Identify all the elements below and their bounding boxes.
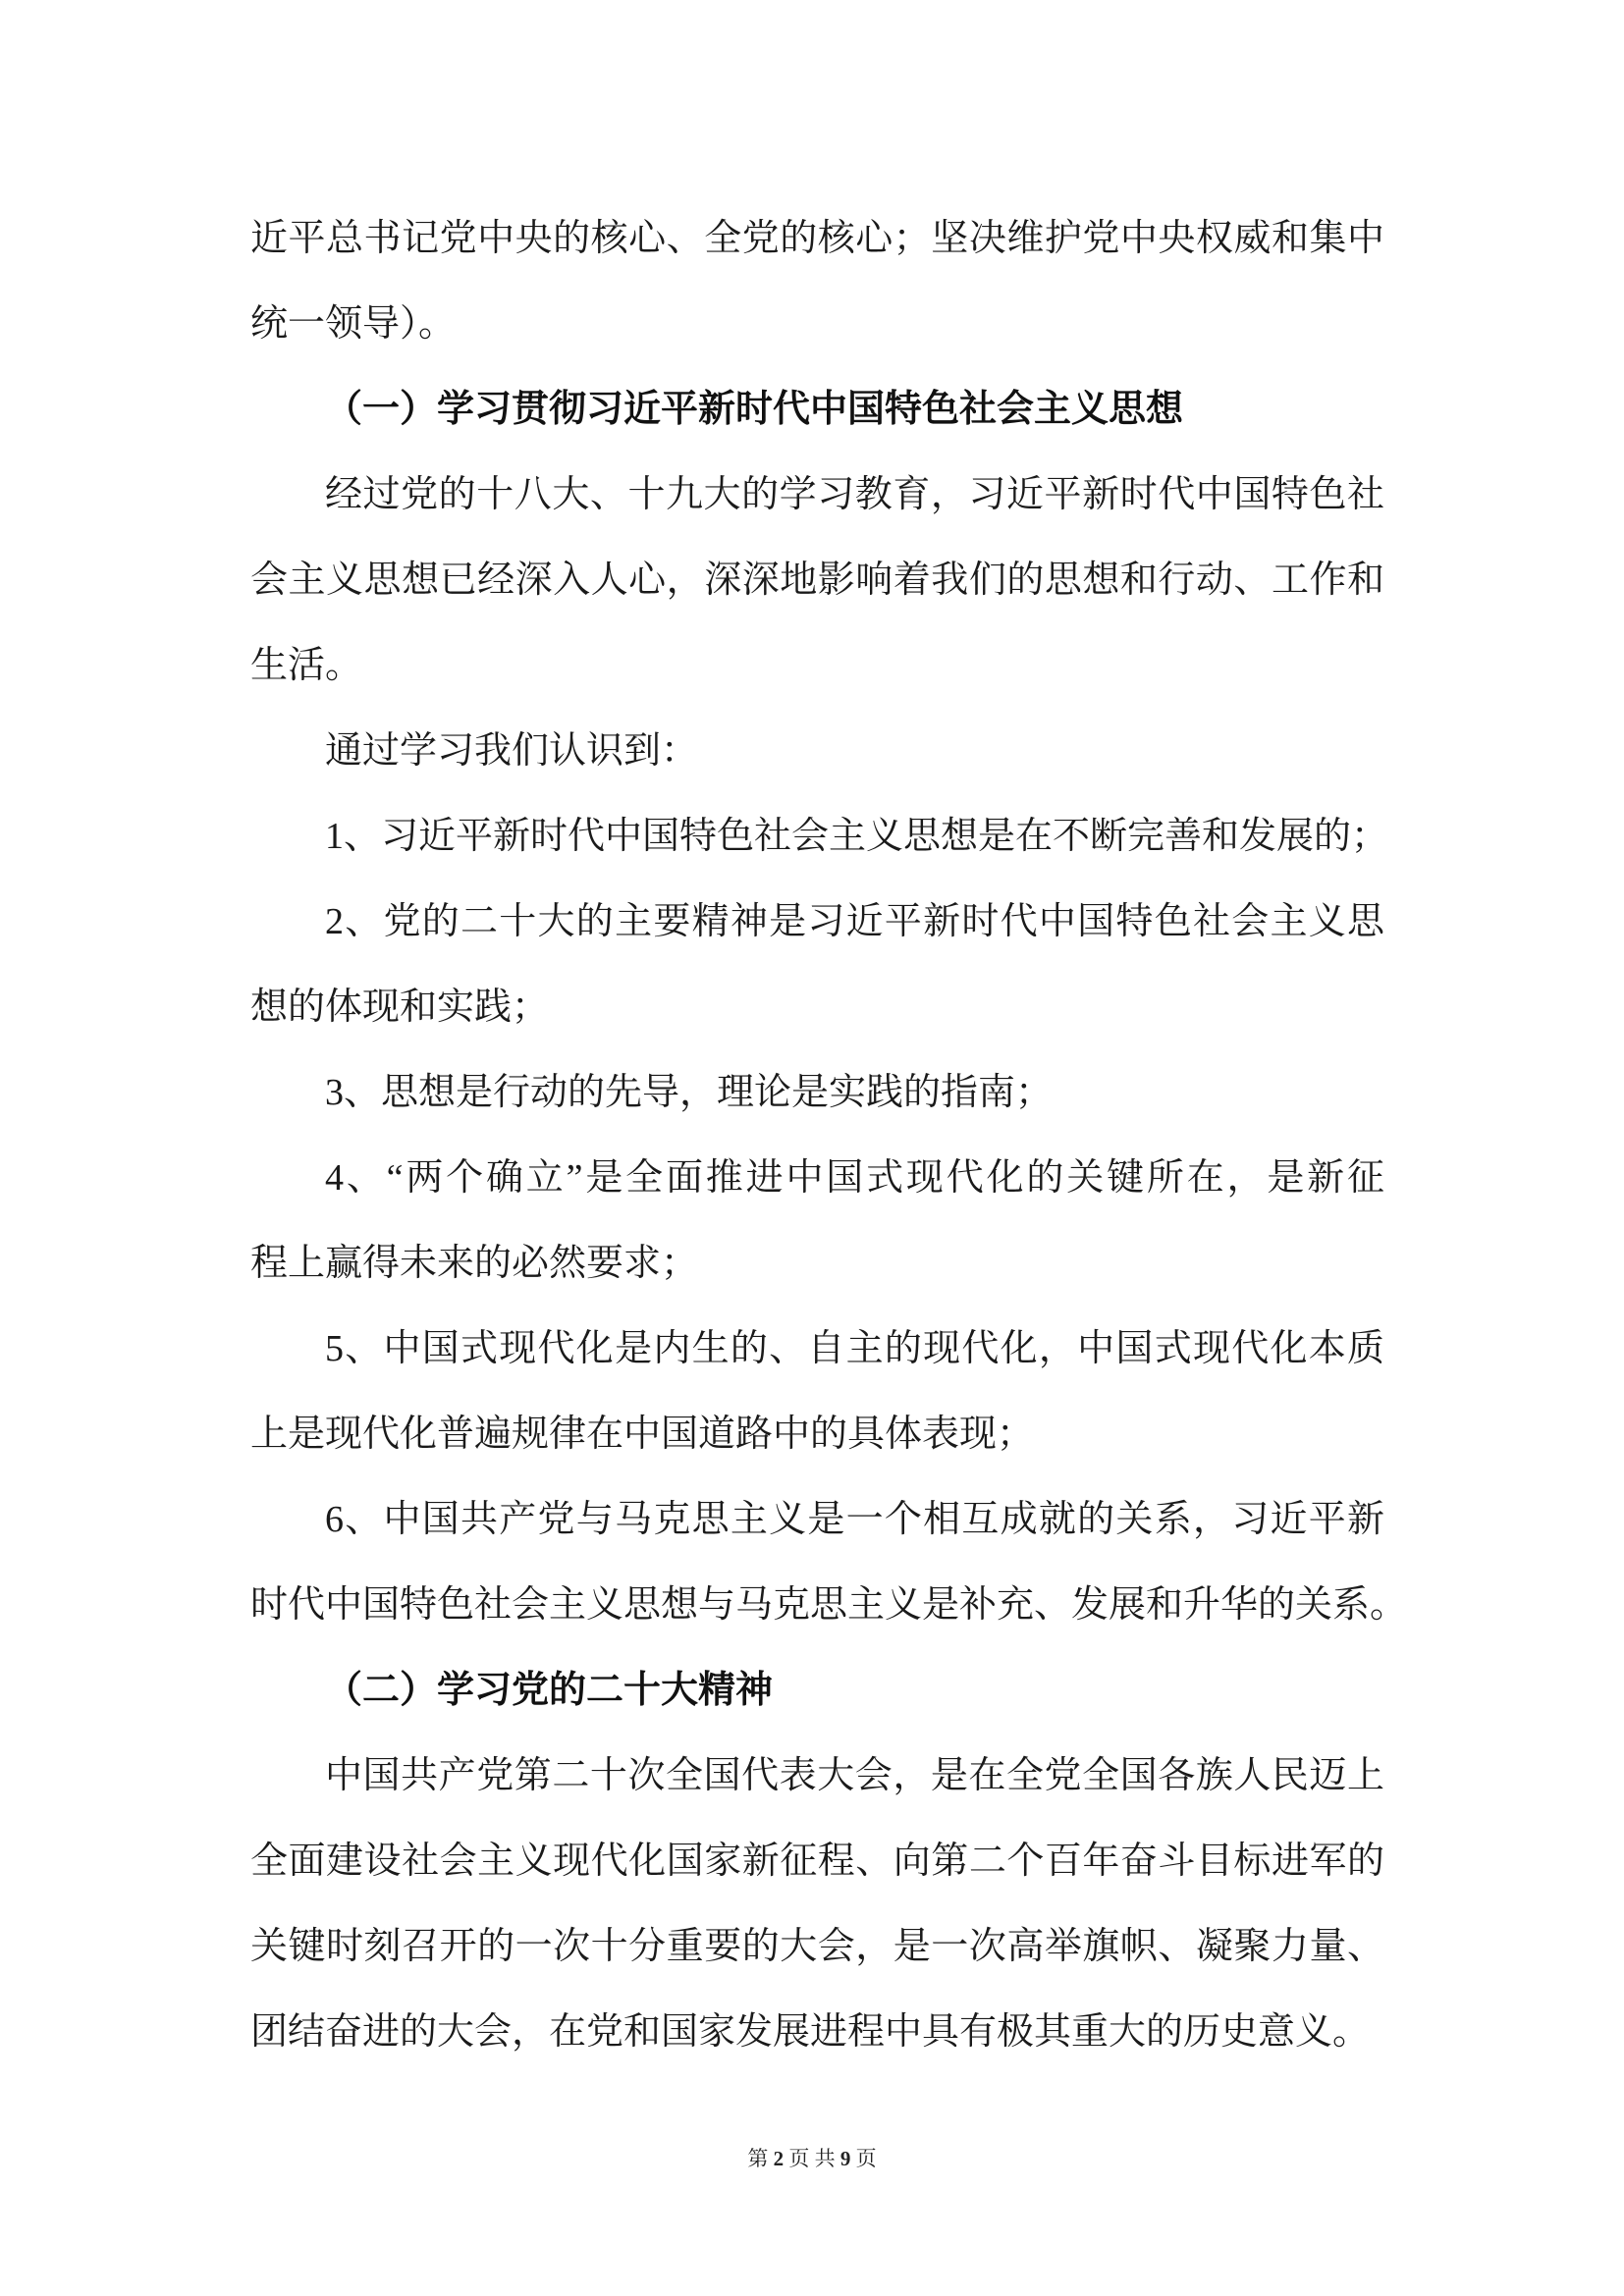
page-body [250,196,1408,2075]
list-item-line: 程上赢得未来的必然要求； [250,1243,699,1284]
section-heading: （一）学习贯彻习近平新时代中国特色社会主义思想 [325,389,1184,430]
page-number-total: 9 [839,2147,851,2170]
paragraph [250,1734,1384,2075]
list-item [250,1477,1408,1648]
list-item-line: 想的体现和实践； [250,987,550,1028]
list-item [250,1050,1384,1136]
list-item [250,1136,1384,1307]
paragraph-line: 关键时刻召开的一次十分重要的大会，是一次高举旗帜、凝聚力量、 [250,1926,1384,1967]
paragraph-line: 生活。 [250,645,363,686]
list-item-line: 5、中国式现代化是内生的、自主的现代化，中国式现代化本质 [325,1328,1384,1369]
list-item-line: 1、习近平新时代中国特色社会主义思想是在不断完善和发展的； [325,816,1389,857]
numbered-list [250,794,1408,1648]
paragraph-line: 团结奋进的大会，在党和国家发展进程中具有极其重大的历史意义。 [250,2011,1371,2053]
list-item-line: 6、中国共产党与马克思主义是一个相互成就的关系，习近平新 [325,1499,1384,1540]
page-footer [0,2144,1624,2173]
paragraph-line: 统一领导）。 [250,303,457,345]
list-item-line: 上是现代化普遍规律在中国道路中的具体表现； [250,1414,1035,1455]
paragraph-line: 近平总书记党中央的核心、全党的核心；坚决维护党中央权威和集中 [250,218,1384,259]
list-item-line: 3、思想是行动的先导，理论是实践的指南； [325,1072,1054,1113]
list-item-line: 时代中国特色社会主义思想与马克思主义是补充、发展和升华的关系。 [250,1584,1408,1626]
paragraph-line: 全面建设社会主义现代化国家新征程、向第二个百年奋斗目标进军的 [250,1841,1384,1882]
paragraph [250,453,1384,709]
paragraph-line: 中国共产党第二十次全国代表大会，是在全党全国各族人民迈上 [325,1755,1384,1796]
footer-middle: 页 共 [788,2147,836,2170]
paragraph-line: 经过党的十八大、十九大的学习教育，习近平新时代中国特色社 [325,474,1384,515]
list-item [250,880,1384,1050]
paragraph-line: 会主义思想已经深入人心，深深地影响着我们的思想和行动、工作和 [250,560,1384,601]
list-item-line: 2、党的二十大的主要精神是习近平新时代中国特色社会主义思 [325,901,1384,942]
list-item-line: 4、“两个确立”是全面推进中国式现代化的关键所在，是新征 [325,1157,1384,1199]
continued-paragraph [250,196,1384,367]
footer-suffix: 页 [855,2147,877,2170]
list-item [250,794,1389,880]
page-number-current: 2 [773,2147,785,2170]
footer-prefix: 第 [747,2147,769,2170]
list-item [250,1307,1384,1477]
section-heading: （二）学习党的二十大精神 [325,1670,774,1711]
lead-in-text: 通过学习我们认识到： [325,730,699,772]
